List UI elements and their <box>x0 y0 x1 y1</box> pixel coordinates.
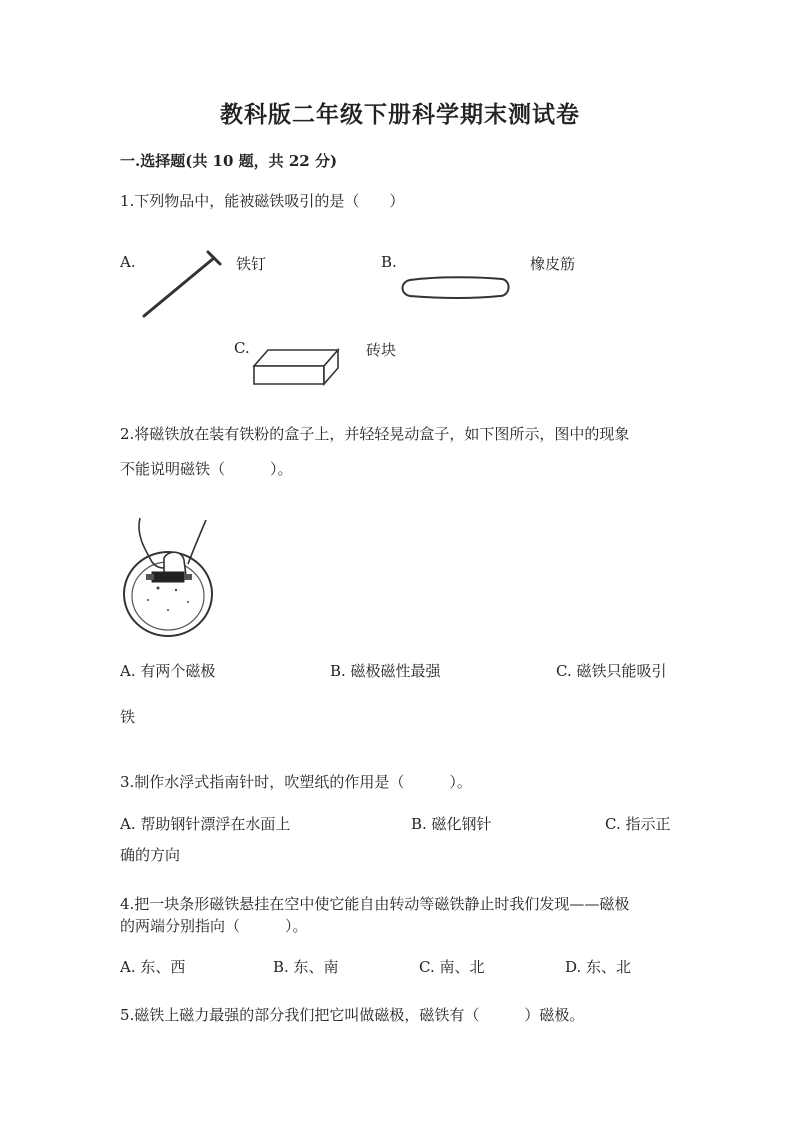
q1-option-b-letter: B. <box>381 253 397 271</box>
q1-option-a-text: 铁钉 <box>236 255 267 273</box>
question-5-stem: 5.磁铁上磁力最强的部分我们把它叫做磁极，磁铁有（ ）磁极。 <box>120 1006 585 1024</box>
question-2-stem-line1: 2.将磁铁放在装有铁粉的盒子上，并轻轻晃动盒子，如下图所示，图中的现象 <box>120 425 630 443</box>
q3-option-b: B. 磁化钢针 <box>411 815 492 833</box>
q2-option-b: B. 磁极磁性最强 <box>330 662 441 680</box>
magnet-iron-filings-icon <box>118 514 222 644</box>
question-4-stem-line1: 4.把一块条形磁铁悬挂在空中使它能自由转动等磁铁静止时我们发现——磁极 <box>120 895 630 913</box>
q1-option-c-text: 砖块 <box>366 341 397 359</box>
question-4-stem-line2: 的两端分别指向（ ）。 <box>120 917 308 935</box>
rubber-band-icon <box>400 274 512 302</box>
q2-option-c: C. 磁铁只能吸引 <box>556 662 667 680</box>
q4-option-b: B. 东、南 <box>273 958 339 976</box>
question-2-stem-line2: 不能说明磁铁（ ）。 <box>120 460 293 478</box>
page-title: 教科版二年级下册科学期末测试卷 <box>220 101 580 128</box>
section-heading: 一.选择题(共 10 题，共 22 分) <box>120 152 338 170</box>
q4-option-d: D. 东、北 <box>565 958 632 976</box>
q1-option-a-letter: A. <box>120 253 136 271</box>
q4-option-a: A. 东、西 <box>120 958 186 976</box>
nail-icon <box>138 248 222 322</box>
q3-option-c: C. 指示正 <box>605 815 671 833</box>
brick-icon <box>252 346 342 386</box>
q1-option-c-letter: C. <box>234 339 250 357</box>
q3-option-c-wrap: 确的方向 <box>120 846 181 864</box>
question-1-stem: 1.下列物品中，能被磁铁吸引的是（ ） <box>120 192 405 210</box>
q3-option-a: A. 帮助钢针漂浮在水面上 <box>120 815 291 833</box>
q2-option-c-wrap: 铁 <box>120 708 136 726</box>
q4-option-c: C. 南、北 <box>419 958 485 976</box>
q2-option-a: A. 有两个磁极 <box>120 662 216 680</box>
question-3-stem: 3.制作水浮式指南针时，吹塑纸的作用是（ ）。 <box>120 773 472 791</box>
q1-option-b-text: 橡皮筋 <box>530 255 576 273</box>
